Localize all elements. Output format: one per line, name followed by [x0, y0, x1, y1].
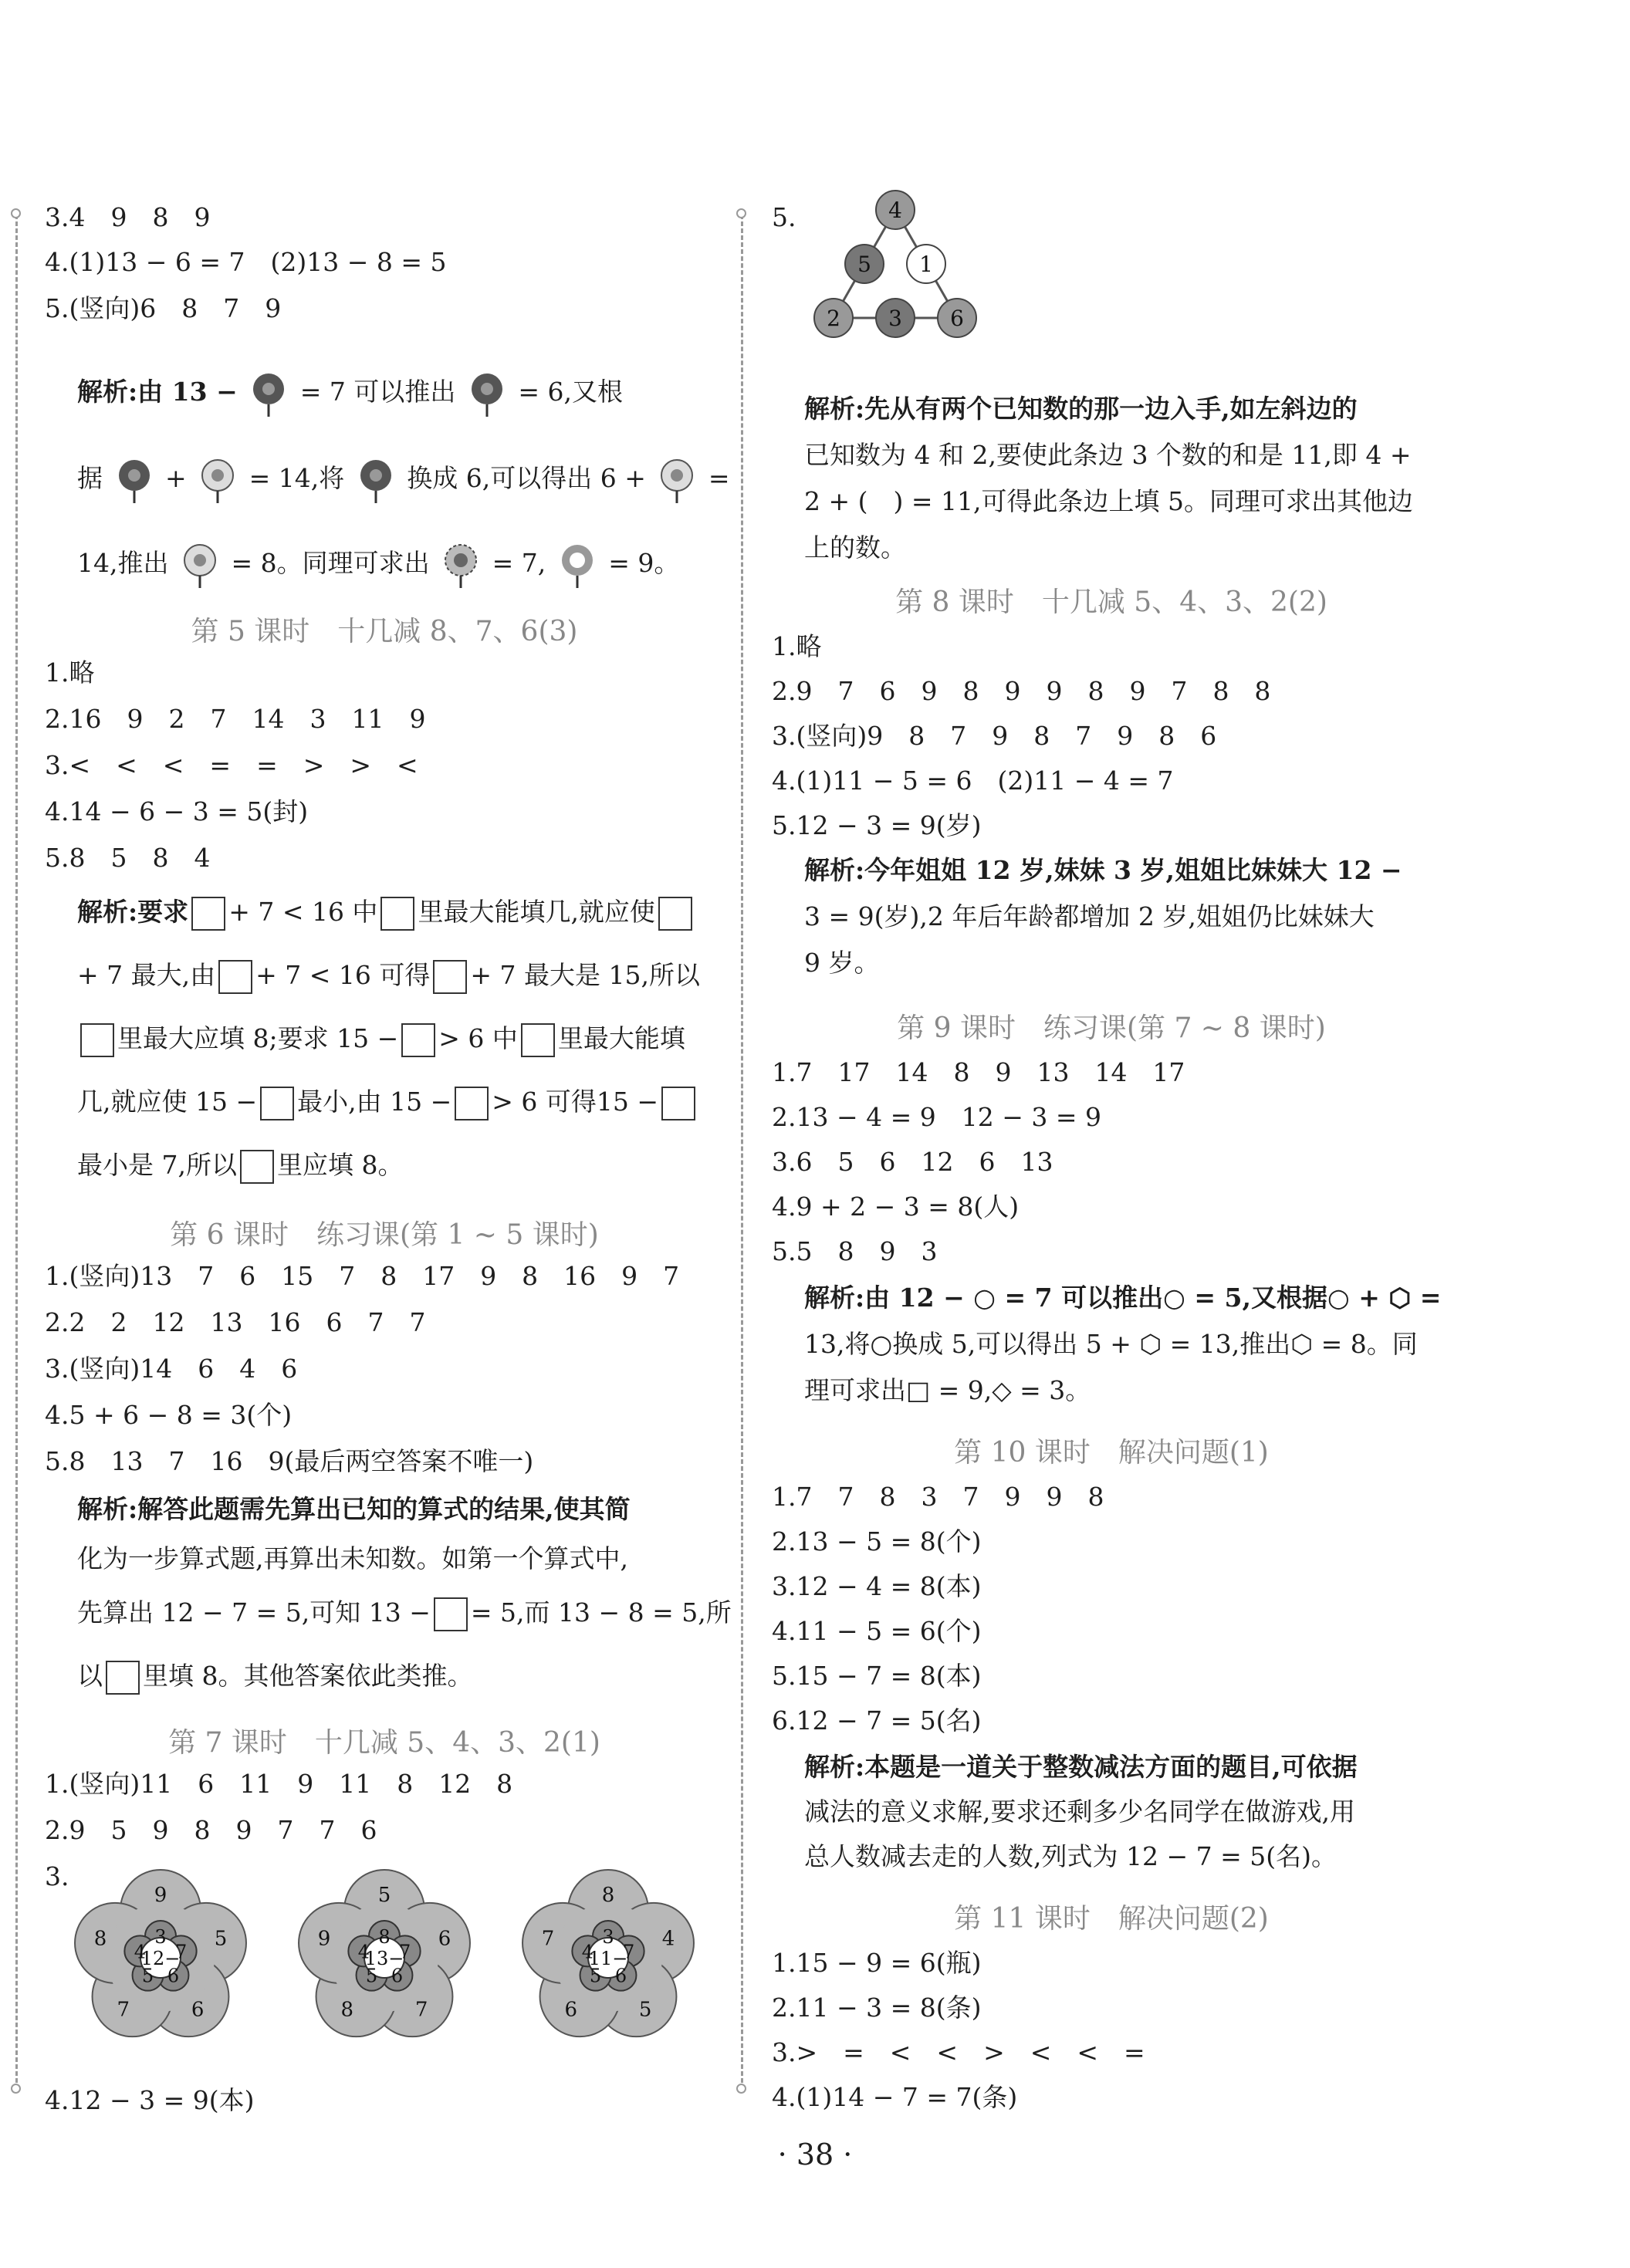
dark-flower-icon: [464, 370, 510, 417]
answer-line: 4.9 + 2 − 3 = 8(人): [772, 1191, 1020, 1222]
analysis-text: = 8。同理可求出: [231, 548, 430, 578]
section-heading: 第 10 课时 解决问题(1): [954, 1437, 1269, 1469]
analysis-text: = 7,: [492, 548, 546, 578]
analysis-text: 里应填 8。: [276, 1150, 404, 1180]
round-flower-icon: [554, 542, 600, 588]
left-dashed-guide: [15, 215, 18, 2090]
left-guide-dot-bottom: [11, 2084, 21, 2094]
answer-line: 3.: [45, 1861, 69, 1891]
analysis-line: [77, 1494, 631, 1525]
analysis-line: [77, 370, 623, 417]
answer-line: 5.8 13 7 16 9(最后两空答案不唯一): [45, 1446, 534, 1476]
analysis-text: + 7 最大,由: [77, 960, 216, 990]
outer-number: 6: [564, 1998, 578, 2022]
analysis-line: [77, 960, 700, 994]
answer-line: 5.: [772, 202, 796, 232]
analysis-text: 几,就应使 15 −: [77, 1087, 258, 1117]
analysis-text: + 7 < 16 中: [228, 897, 378, 927]
analysis-line: [77, 542, 679, 588]
flower-center-label: 13−: [364, 1948, 404, 1969]
analysis-line: 化为一步算式题,再算出未知数。如第一个算式中,: [77, 1543, 628, 1573]
outer-number: 8: [93, 1927, 107, 1951]
analysis-line: 3 = 9(岁),2 年后年龄都增加 2 岁,姐姐仍比妹妹大: [804, 901, 1375, 931]
analysis-line: [77, 1150, 403, 1184]
analysis-text: = 6,又根: [518, 377, 624, 407]
outer-number: 9: [154, 1884, 167, 1907]
blank-box: [240, 1150, 274, 1184]
flower-center-label: 11−: [588, 1948, 628, 1969]
answer-line: 4.11 − 5 = 6(个): [772, 1616, 982, 1646]
answer-line: 2.9 5 9 8 9 7 7 6: [45, 1815, 377, 1845]
analysis-line: [77, 1023, 685, 1057]
answer-line: 2.9 7 6 9 8 9 9 8 9 7 8 8: [772, 676, 1271, 706]
analysis-line: [804, 855, 1402, 886]
analysis-text: = 9。: [608, 548, 680, 578]
analysis-line: [77, 1597, 732, 1631]
answer-line: 1.7 17 14 8 9 13 14 17: [772, 1057, 1185, 1087]
sunflower-icon: [438, 542, 484, 588]
analysis-line: 总人数减去走的人数,列式为 12 − 7 = 5(名)。: [804, 1841, 1337, 1871]
analysis-text: 里最大能填几,就应使: [418, 897, 655, 927]
analysis-text: = 5,而 13 − 8 = 5,所: [470, 1597, 732, 1627]
analysis-text: 解析:由 12 − ○ = 7 可以推出○ = 5,又根据○ + ⬡ =: [804, 1283, 1442, 1313]
inner-number: 7: [622, 1941, 635, 1963]
center-guide-dot-top: [736, 208, 746, 218]
flower-diagram: [299, 1870, 470, 2036]
page-number: · 38 ·: [777, 2138, 853, 2172]
inner-number: 4: [134, 1941, 147, 1963]
answer-line: 3.4 9 8 9: [45, 202, 211, 232]
analysis-text: 以: [77, 1661, 103, 1691]
outer-number: 5: [377, 1884, 391, 1907]
outer-number: 7: [541, 1927, 555, 1951]
blank-box: [433, 960, 467, 994]
inner-number: 3: [154, 1926, 167, 1948]
inner-number: 6: [614, 1965, 627, 1987]
analysis-line: 减法的意义求解,要求还剩多少名同学在做游戏,用: [804, 1796, 1355, 1827]
dark-flower-icon: [353, 457, 399, 503]
blank-box: [521, 1023, 555, 1057]
inner-number: 8: [378, 1926, 391, 1948]
analysis-text: > 6 中: [438, 1023, 518, 1053]
inner-number: 3: [602, 1926, 614, 1948]
analysis-text: 解析:要求: [77, 897, 189, 927]
flower-diagram: [75, 1870, 246, 2036]
answer-line: 3.(竖向)14 6 4 6: [45, 1354, 298, 1384]
answer-line: 4.(1)14 − 7 = 7(条): [772, 2082, 1018, 2112]
analysis-text: 解析:先从有两个已知数的那一边入手,如左斜边的: [804, 394, 1358, 424]
answer-line: 5.8 5 8 4: [45, 843, 211, 873]
answer-line: 1.(竖向)13 7 6 15 7 8 17 9 8 16 9 7: [45, 1261, 680, 1291]
answer-line: 2.13 − 5 = 8(个): [772, 1526, 982, 1557]
analysis-text: 换成 6,可以得出 6 +: [407, 463, 646, 493]
analysis-line: [804, 1283, 1441, 1313]
answer-line: 4.14 − 6 − 3 = 5(封): [45, 796, 309, 826]
analysis-text: + 7 < 16 可得: [255, 960, 431, 990]
analysis-text: 里填 8。其他答案依此类推。: [143, 1661, 473, 1691]
outer-number: 7: [117, 1998, 130, 2022]
blank-box: [661, 1087, 695, 1120]
analysis-text: 最小是 7,所以: [77, 1150, 237, 1180]
analysis-text: 据: [77, 463, 103, 493]
analysis-line: [804, 1752, 1358, 1783]
section-heading: 第 9 课时 练习课(第 7 ~ 8 课时): [897, 1012, 1326, 1044]
flower-diagrams: [45, 1865, 724, 2050]
analysis-text: 14,推出: [77, 548, 169, 578]
analysis-line: [77, 1087, 698, 1120]
answer-line: 3.< < < = = > > <: [45, 750, 418, 780]
answer-line: 5.5 8 9 3: [772, 1236, 938, 1266]
analysis-text: 里最大应填 8;要求 15 −: [117, 1023, 399, 1053]
answer-line: 4.5 + 6 − 8 = 3(个): [45, 1400, 293, 1430]
answer-line: 2.11 − 3 = 8(条): [772, 1993, 982, 2023]
analysis-text: = 7 可以推出: [299, 377, 456, 407]
dark-flower-icon: [111, 457, 157, 503]
blank-box: [218, 960, 252, 994]
answer-line: 1.(竖向)11 6 11 9 11 8 12 8: [45, 1769, 513, 1799]
analysis-line: 据 + = 14,将 换成 6,可以得出 6 + =: [77, 457, 730, 503]
dark-flower-icon: [245, 370, 292, 417]
outer-number: 8: [601, 1884, 615, 1907]
blank-box: [80, 1023, 114, 1057]
analysis-line: 9 岁。: [804, 948, 880, 978]
section-heading: 第 11 课时 解决问题(2): [954, 1903, 1269, 1935]
blank-box: [260, 1087, 294, 1120]
outer-number: 5: [214, 1927, 228, 1951]
inner-number: 4: [357, 1941, 370, 1963]
outer-number: 8: [340, 1998, 354, 2022]
blank-box: [658, 897, 692, 931]
answer-line: 1.15 − 9 = 6(瓶): [772, 1948, 982, 1978]
outer-number: 4: [661, 1927, 675, 1951]
analysis-line: [77, 1661, 473, 1695]
analysis-text: = 14,将: [249, 463, 345, 493]
answer-line: 5.15 − 7 = 8(本): [772, 1661, 982, 1691]
answer-line: 5.12 − 3 = 9(岁): [772, 810, 982, 840]
analysis-line: 已知数为 4 和 2,要使此条边 3 个数的和是 11,即 4 +: [804, 440, 1412, 470]
answer-line: 1.略: [45, 657, 95, 688]
analysis-text: =: [708, 463, 730, 493]
triangle-number: 2: [827, 306, 840, 331]
triangle-number: 1: [919, 252, 933, 277]
left-guide-dot-top: [11, 208, 21, 218]
center-dashed-guide: [741, 215, 743, 2090]
center-guide-dot-bottom: [736, 2084, 746, 2094]
outer-number: 7: [414, 1998, 428, 2022]
inner-number: 5: [365, 1965, 378, 1987]
blank-box: [106, 1661, 140, 1695]
blank-box: [401, 1023, 435, 1057]
section-heading: 第 5 课时 十几减 8、7、6(3): [191, 616, 578, 647]
analysis-line: 上的数。: [804, 532, 906, 563]
inner-number: 7: [174, 1941, 188, 1963]
analysis-line: 13,将○换成 5,可以得出 5 + ⬡ = 13,推出⬡ = 8。同: [804, 1329, 1418, 1359]
answer-line: 2.13 − 4 = 9 12 − 3 = 9: [772, 1102, 1101, 1132]
answer-line: 1.略: [772, 631, 822, 661]
analysis-text: 解析:本题是一道关于整数减法方面的题目,可依据: [804, 1752, 1358, 1782]
blank-box: [191, 897, 225, 931]
analysis-text: > 6 可得15 −: [492, 1087, 659, 1117]
triangle-number: 4: [888, 198, 902, 223]
triangle-number: 6: [950, 306, 964, 331]
section-heading: 第 6 课时 练习课(第 1 ~ 5 课时): [170, 1219, 599, 1251]
analysis-line: [804, 394, 1358, 424]
analysis-text: 先算出 12 − 7 = 5,可知 13 −: [77, 1597, 431, 1627]
answer-line: 2.2 2 12 13 16 6 7 7: [45, 1307, 426, 1337]
section-heading: 第 7 课时 十几减 5、4、3、2(1): [168, 1727, 600, 1759]
outer-number: 6: [438, 1927, 451, 1951]
answer-line: 2.16 9 2 7 14 3 11 9: [45, 704, 426, 734]
blank-box: [380, 897, 414, 931]
blank-box: [434, 1597, 468, 1631]
analysis-text: 最小,由 15 −: [297, 1087, 452, 1117]
answer-line: 3.> = < < > < < =: [772, 2037, 1145, 2067]
blank-box: [455, 1087, 489, 1120]
answer-line: 4.12 − 3 = 9(本): [45, 2085, 255, 2115]
answer-line: 3.12 − 4 = 8(本): [772, 1571, 982, 1601]
outer-number: 5: [638, 1998, 652, 2022]
answer-line: 3.(竖向)9 8 7 9 8 7 9 8 6: [772, 721, 1217, 751]
answer-line: 4.(1)11 − 5 = 6 (2)11 − 4 = 7: [772, 766, 1174, 796]
analysis-line: [77, 897, 695, 931]
analysis-line: 2 + ( ) = 11,可得此条边上填 5。同理可求出其他边: [804, 486, 1413, 516]
analysis-text: + 7 最大是 15,所以: [470, 960, 700, 990]
inner-number: 7: [398, 1941, 411, 1963]
light-flower-icon: [654, 457, 700, 503]
answer-line: 1.7 7 8 3 7 9 9 8: [772, 1482, 1104, 1512]
flower-diagram: [522, 1870, 694, 2036]
outer-number: 6: [191, 1998, 205, 2022]
inner-number: 5: [141, 1965, 154, 1987]
analysis-text: 里最大能填: [557, 1023, 685, 1053]
section-heading: 第 8 课时 十几减 5、4、3、2(2): [895, 586, 1327, 618]
analysis-text: 解析:今年姐姐 12 岁,妹妹 3 岁,姐姐比妹妹大 12 −: [804, 855, 1402, 885]
answer-line: 4.(1)13 − 6 = 7 (2)13 − 8 = 5: [45, 247, 447, 277]
number-triangle: [803, 179, 1034, 357]
analysis-text: 解析:由 13 −: [77, 377, 238, 407]
light-flower-icon: [194, 457, 241, 503]
inner-number: 6: [391, 1965, 404, 1987]
analysis-line: 理可求出□ = 9,◇ = 3。: [804, 1375, 1091, 1405]
inner-number: 6: [167, 1965, 180, 1987]
triangle-number: 5: [857, 252, 871, 277]
flower-center-label: 12−: [140, 1948, 181, 1969]
answer-line: 6.12 − 7 = 5(名): [772, 1705, 982, 1736]
outer-number: 9: [317, 1927, 331, 1951]
inner-number: 5: [589, 1965, 602, 1987]
answer-line: 5.(竖向)6 8 7 9: [45, 293, 282, 323]
analysis-text: 解析:解答此题需先算出已知的算式的结果,使其简: [77, 1494, 631, 1524]
light-flower-icon: [177, 542, 223, 588]
answer-line: 3.6 5 6 12 6 13: [772, 1147, 1053, 1177]
triangle-number: 3: [888, 306, 902, 331]
inner-number: 4: [581, 1941, 594, 1963]
